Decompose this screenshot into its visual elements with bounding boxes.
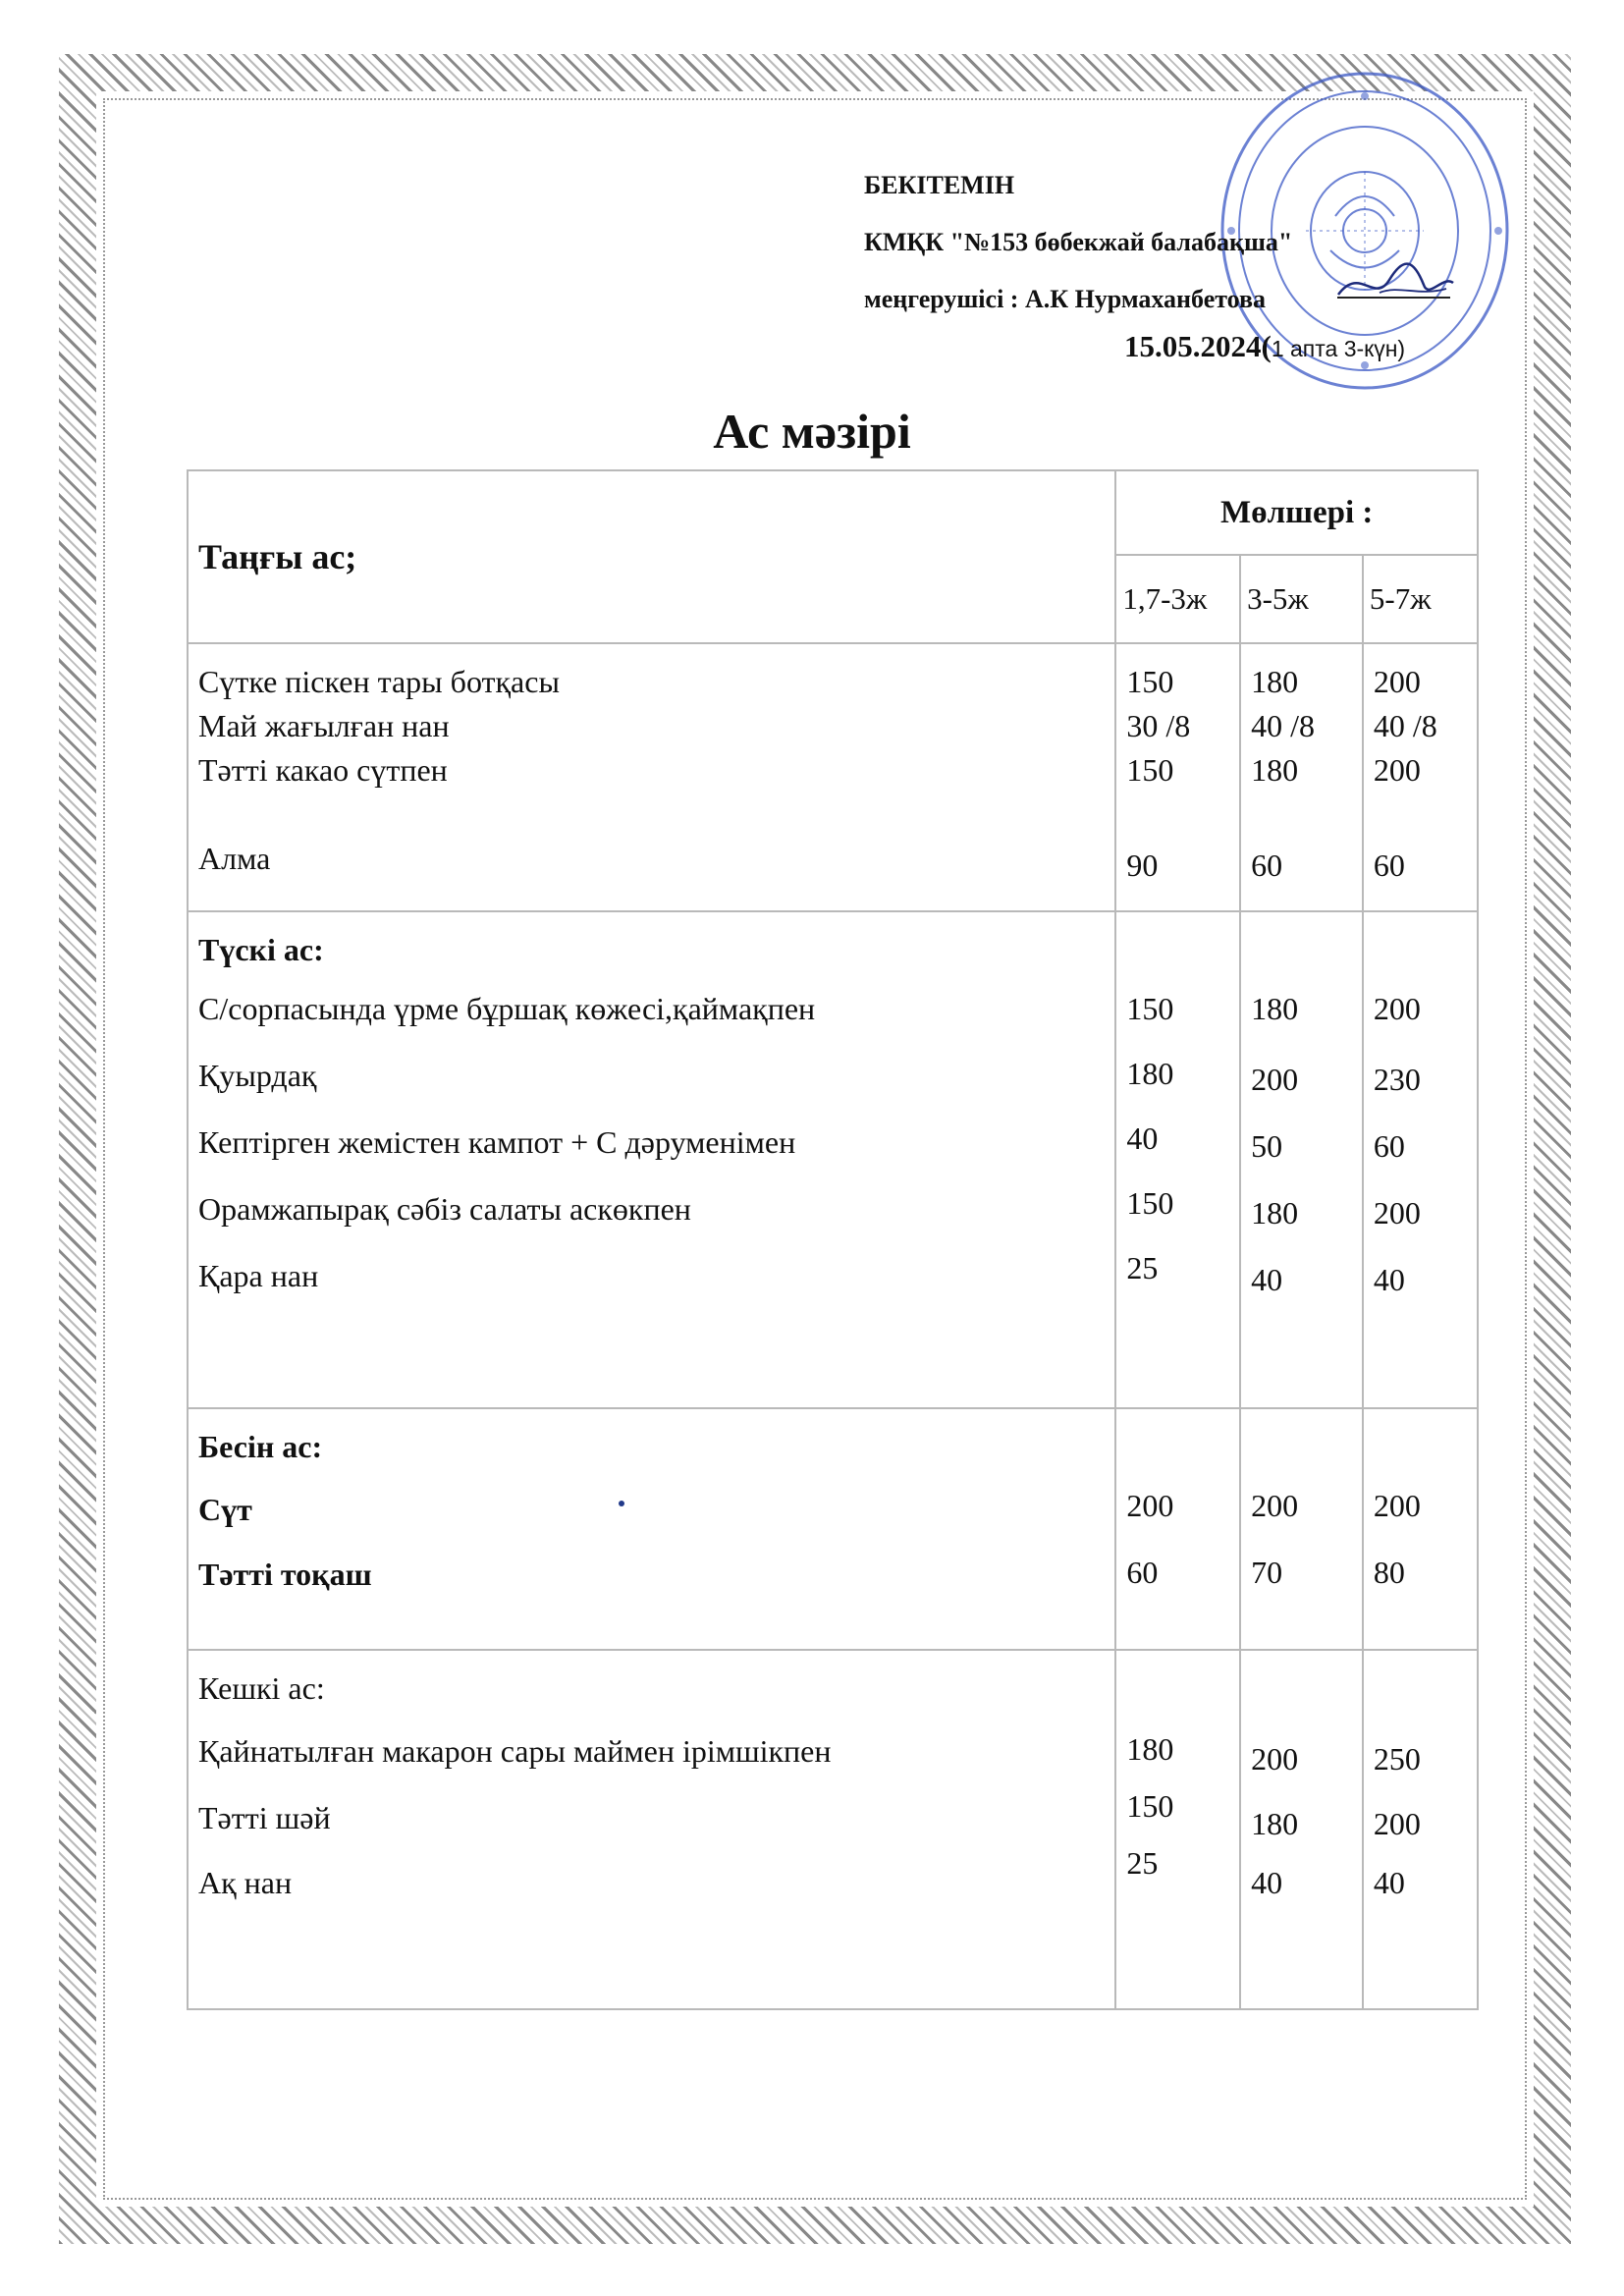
qty: 180: [1126, 1056, 1174, 1091]
signature: [1330, 255, 1458, 309]
qty: 60: [1373, 1128, 1405, 1164]
spacer: [1251, 1425, 1352, 1484]
qty: 200: [1373, 752, 1421, 788]
menu-item: С/сорпасында үрме бұршақ көжесі,қаймақпен: [198, 991, 816, 1026]
organization-name: КМҚК "№153 бөбекжай балабақша": [864, 228, 1293, 256]
snack-items: [188, 1408, 1115, 1650]
menu-item: Сүтке піскен тары ботқасы: [198, 664, 560, 699]
qty: 40: [1126, 1121, 1159, 1156]
qty: 80: [1373, 1555, 1405, 1590]
menu-table: [187, 469, 1479, 2010]
qty: 180: [1251, 664, 1299, 699]
qty: 40: [1373, 1262, 1405, 1297]
menu-item: Май жағылған нан: [198, 708, 450, 743]
snack-title: Бесін ас:: [198, 1429, 323, 1464]
qty: 70: [1251, 1555, 1283, 1590]
qty: 200: [1126, 1488, 1174, 1523]
ink-dot: [619, 1501, 624, 1506]
lunch-row: [188, 911, 1478, 1408]
date-value: 15.05.2024(: [1124, 329, 1272, 363]
approval-block: [864, 157, 1292, 328]
spacer: [1374, 1425, 1467, 1484]
dinner-items: [188, 1650, 1115, 2009]
spacer: [1374, 928, 1467, 987]
approval-date: [1124, 329, 1405, 364]
qty: 200: [1373, 664, 1421, 699]
menu-item: Кептірген жемістен кампот + С дәруменімен: [198, 1124, 796, 1160]
qty: 200: [1373, 1488, 1421, 1523]
qty: 150: [1126, 1185, 1174, 1221]
qty: 180: [1126, 1731, 1174, 1767]
lunch-qty-2: [1240, 911, 1363, 1408]
menu-item: Алма: [198, 841, 271, 876]
date-note: 1 апта 3-күн): [1271, 336, 1406, 361]
qty: 90: [1126, 847, 1159, 883]
menu-item: Орамжапырақ сәбіз салаты аскөкпен: [198, 1191, 691, 1227]
dinner-qty-1: [1115, 1650, 1240, 2009]
menu-item: Тәтті тоқаш: [198, 1557, 372, 1592]
signature-line: [1337, 297, 1450, 299]
head-name: меңгерушісі : А.К Нурмаханбетова: [864, 285, 1267, 313]
dinner-qty-2: [1240, 1650, 1363, 2009]
qty: 60: [1251, 847, 1283, 883]
qty: 40: [1251, 1262, 1283, 1297]
qty: 180: [1251, 1195, 1299, 1230]
snack-qty-3: [1363, 1408, 1478, 1650]
qty: 200: [1251, 1488, 1299, 1523]
qty: 150: [1126, 1788, 1174, 1824]
qty: 40 /8: [1251, 708, 1315, 743]
qty: 40: [1251, 1865, 1283, 1900]
qty: 180: [1251, 991, 1299, 1026]
breakfast-row: [188, 643, 1478, 911]
qty: 30 /8: [1126, 708, 1191, 743]
menu-item: Тәтті шәй: [198, 1800, 331, 1835]
qty: 60: [1126, 1555, 1159, 1590]
breakfast-qty-3: [1363, 643, 1478, 911]
qty: 250: [1373, 1741, 1421, 1777]
menu-item: Қара нан: [198, 1258, 319, 1293]
age-group-3: 5-7ж: [1363, 555, 1478, 643]
qty: 150: [1126, 752, 1174, 788]
dinner-qty-3: [1363, 1650, 1478, 2009]
qty: 25: [1126, 1250, 1159, 1285]
qty: 230: [1373, 1062, 1421, 1097]
qty: 25: [1126, 1845, 1159, 1881]
qty: 200: [1373, 1806, 1421, 1841]
menu-item: Қайнатылған макарон сары маймен ірімшікпен: [198, 1733, 832, 1769]
qty: 180: [1251, 1806, 1299, 1841]
snack-qty-2: [1240, 1408, 1363, 1650]
qty: 180: [1251, 752, 1299, 788]
spacer: [1126, 1667, 1229, 1727]
age-group-2: 3-5ж: [1240, 555, 1363, 643]
qty: 60: [1373, 847, 1405, 883]
spacer: [1251, 1667, 1352, 1737]
qty: 40 /8: [1373, 708, 1437, 743]
spacer: [1126, 1425, 1229, 1484]
qty: 50: [1251, 1128, 1283, 1164]
lunch-items: [188, 911, 1115, 1408]
menu-item: Қуырдақ: [198, 1058, 317, 1093]
quantity-header: Мөлшері :: [1115, 470, 1478, 555]
qty: 200: [1251, 1741, 1299, 1777]
page-title: Ас мәзірі: [713, 404, 911, 459]
breakfast-qty-1: [1115, 643, 1240, 911]
menu-item: Ақ нан: [198, 1865, 293, 1900]
dinner-title: Кешкі ас:: [198, 1670, 325, 1706]
lunch-title: Түскі ас:: [198, 932, 324, 967]
menu-item: Тәтті какао сүтпен: [198, 752, 448, 788]
snack-qty-1: [1115, 1408, 1240, 1650]
approve-label: БЕКІТЕМІН: [864, 171, 1015, 199]
qty: 40: [1373, 1865, 1405, 1900]
breakfast-header: Таңғы ас;: [188, 470, 1115, 643]
lunch-qty-3: [1363, 911, 1478, 1408]
qty: 200: [1373, 991, 1421, 1026]
qty: 150: [1126, 991, 1174, 1026]
spacer: [1126, 928, 1229, 987]
qty: 200: [1373, 1195, 1421, 1230]
dinner-row: [188, 1650, 1478, 2009]
menu-item: Сүт: [198, 1492, 252, 1527]
breakfast-qty-2: [1240, 643, 1363, 911]
snack-row: [188, 1408, 1478, 1650]
qty: 150: [1126, 664, 1174, 699]
age-group-1: 1,7-3ж: [1115, 555, 1240, 643]
qty: 200: [1251, 1062, 1299, 1097]
breakfast-items: [188, 643, 1115, 911]
spacer: [1251, 928, 1352, 987]
lunch-qty-1: [1115, 911, 1240, 1408]
spacer: [1374, 1667, 1467, 1737]
